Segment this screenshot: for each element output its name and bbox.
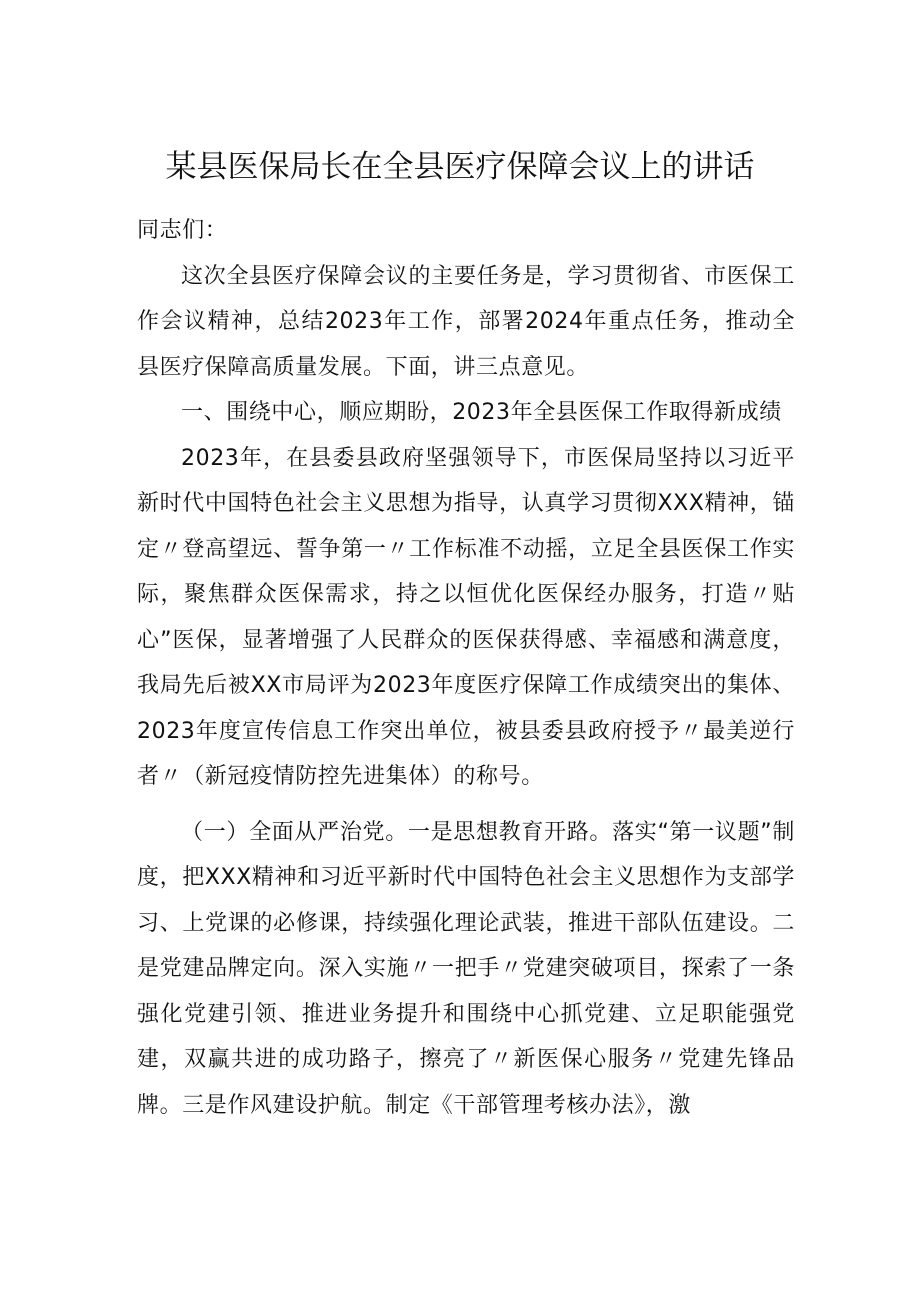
achievements-paragraph: 2023年，在县委县政府坚强领导下，市医保局坚持以习近平新时代中国特色社会主义思想为指导，认真学习贯彻XXX精神，锚定〃登高望远、誓争第一〃工作标准不动摇，立足全县医保工作实际，聚焦群众医保需求，持之以恒优化医保经办服务，打造〃贴心”医保，显著增强了人民群众的医保获得感、幸福感和满意度，我局先后被XX市局评为2023年度医疗保障工作成绩突出的集体、2023年度宣传信息工作突出单位，被县委县政府授予〃最美逆行者〃（新冠疫情防控先进集体）的称号。 bbox=[137, 445, 795, 789]
document-title: 某县医保局长在全县医疗保障会议上的讲话 bbox=[165, 149, 755, 185]
party-building-paragraph: （一）全面从严治党。一是思想教育开路。落实“第一议题”制度，把XXX精神和习近平新时代中国特色社会主义思想作为支部学习、上党课的必修课，持续强化理论武装，推进干部队伍建设。二是党建品牌定向。深入实施〃一把手〃党建突破项目，探索了一条强化党建引领、推进业务提升和围绕中心抓党建、立足职能强党建，双赢共进的成功路子，擦亮了〃新医保心服务〃党建先锋品牌。三是作风建设护航。制定《干部管理考核办法》，激 bbox=[137, 819, 795, 1118]
document-body bbox=[137, 208, 795, 1128]
intro-paragraph: 这次全县医疗保障会议的主要任务是，学习贯彻省、市医保工作会议精神，总结2023年工作，部署2024年重点任务，推动全县医疗保障高质量发展。下面，讲三点意见。 bbox=[137, 263, 795, 380]
salutation: 同志们： bbox=[137, 218, 228, 243]
section-heading: 一、围绕中心，顺应期盼，2023年全县医保工作取得新成绩 bbox=[181, 400, 782, 425]
